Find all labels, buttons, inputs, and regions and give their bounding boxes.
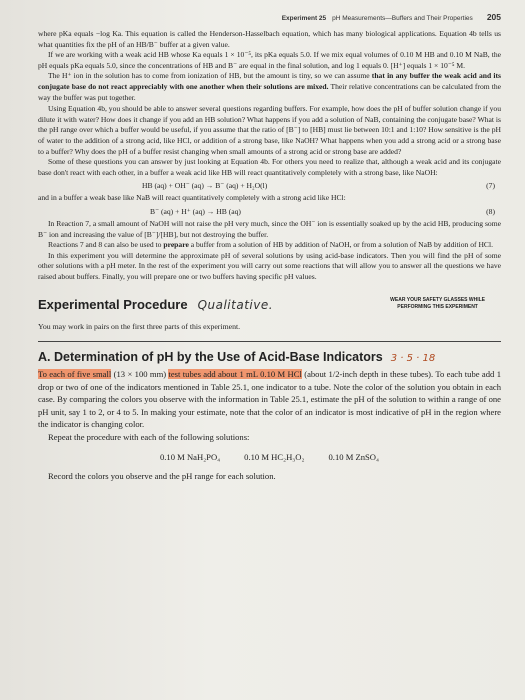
paragraph-4: Using Equation 4b, you should be able to answer several questions regarding buffers. For example, how does the pH of buffer solution change if you dilute it with water? How does it change if you add an HB solution? What happens if you add a solution of NaB, containing the conjugate base? What is the pH range over which a buffer would be useful, if you assume that the ratio of [B⁻] to [HB] must lie between 10:1 and 1:10? How sensitive is the pH of water to the addition of a strong acid, like HCl, or addition of a strong base, like NaOH? What happens when you add a strong acid or a strong base to a buffer? Why does the pH of a buffer resist changing when small amounts of a strong acid or strong base are added? <box>38 104 501 156</box>
paragraph-8-end: a buffer from a solution of HB by addition of NaOH, or from a solution of NaB by addition of HCl. <box>188 240 494 250</box>
safety-line-2: PERFORMING THIS EXPERIMENT <box>397 303 478 310</box>
section-a-body <box>38 368 501 444</box>
section-a-paragraph <box>38 368 501 431</box>
section-a-title: A. Determination of pH by the Use of Acid-Base Indicators <box>38 350 383 365</box>
procedure-title: Experimental Procedure <box>38 297 188 313</box>
paragraph-6: and in a buffer a weak base like NaB will react quantitatively completely with a strong acid like HCl: <box>38 193 346 203</box>
highlight-1: To each of five small <box>38 369 112 380</box>
solution-item: 0.10 M HC₂H₃O₂ <box>244 451 305 462</box>
procedure-heading-row <box>38 296 501 314</box>
equation-8-number: (8) <box>486 206 495 216</box>
paragraph-7: In Reaction 7, a small amount of NaOH will not raise the pH very much, since the OH⁻ ion is essentially soaked up by the acid HB, producing some B⁻ ion and increasing the value of [B⁻]/[HB], but not destroying the buffer. <box>38 218 501 239</box>
handwritten-note: Qualitative. <box>197 298 274 313</box>
highlight-2: test tubes add about 1 mL 0.10 M HCl <box>168 369 302 380</box>
paragraph-9: In this experiment you will determine the approximate pH of several solutions by using acid-base indicators. Then you will find the pH of some other solutions with a pH meter. In the rest of the experiment you will carry out some reactions that will allow you to answer all the questions we have raised about buffers. Finally, you will prepare one or two buffers having specific pH values. <box>38 250 501 281</box>
paragraph-3-emphasis: that in any buffer the weak acid and its conjugate base do not react appreciably with one another when their solutions are mixed. <box>38 71 502 91</box>
paragraph-1: where pKa equals −log Ka. This equation is called the Henderson-Hasselbach equation, which has many biological applications. Equation 4b tells us what quantities fix the pH of an HB/B⁻ buffer at a given value. <box>38 29 501 49</box>
paragraph-8-start: Reactions 7 and 8 can also be used to <box>48 240 164 250</box>
paragraph-5: Some of these questions you can answer by just looking at Equation 4b. For others you need to realize that, although a weak acid and its conjugate base don't react with each other, in a buffer a weak acid like HB will react quantitatively completely with a strong base, like NaOH: <box>38 157 501 177</box>
section-a-text-1: (13 × 100 mm) <box>111 369 169 380</box>
paragraph-8 <box>38 240 501 251</box>
solution-item: 0.10 M ZnSO₄ <box>328 451 380 462</box>
repeat-instruction: Repeat the procedure with each of the following solutions: <box>48 432 250 443</box>
section-a-text-2: (about 1/2-inch depth in these tubes). To each tube add 1 drop or two of one of the indicators mentioned in Table 25.1, one indicator to a tube. Note the color of the solution you obtain in each case. By comparing the colors you observe with the information in Table 25.1, estimate the pH of the solution to within a range of one pH unit, say 1 to 2, or 4 to 5. In making your estimate, note that the color of an indicator is most indicative of pH in the region where the indicator is changing color. <box>38 369 501 430</box>
equation-7 <box>38 181 501 190</box>
equation-7-number: (7) <box>486 181 495 191</box>
final-instruction: Record the colors you observe and the pH range for each solution. <box>48 470 276 481</box>
paragraph-8-emphasis: prepare <box>163 240 189 250</box>
equation-8-text: B⁻ (aq) + H⁺ (aq) → HB (aq) <box>150 206 241 216</box>
handwritten-date: 3 · 5 · 18 <box>390 353 436 365</box>
section-a-heading-row <box>38 350 501 364</box>
procedure-note: You may work in pairs on the first three parts of this experiment. <box>38 322 241 332</box>
safety-line-1: WEAR YOUR SAFETY GLASSES WHILE <box>390 297 485 304</box>
paragraph-3 <box>38 71 501 103</box>
page-number: 205 <box>486 12 501 22</box>
equation-7-text: HB (aq) + OH⁻ (aq) → B⁻ (aq) + H₂O(l) <box>142 181 268 191</box>
experiment-label: Experiment 25 <box>281 15 327 22</box>
safety-notice <box>390 297 485 310</box>
running-header <box>38 12 501 22</box>
solution-item: 0.10 M NaH₂PO₄ <box>159 451 221 462</box>
section-divider <box>38 341 501 342</box>
paragraph-3-end: Their relative concentrations can be calculated from the way the buffer was put together. <box>38 81 501 102</box>
solutions-list <box>38 452 501 462</box>
paragraph-3-start: The H⁺ ion in the solution has to come from ionization of HB, but the amount is tiny, so we can assume <box>48 71 372 81</box>
paragraph-2: If we are working with a weak acid HB whose Ka equals 1 × 10⁻⁵, its pKa equals 5.0. If we mix equal volumes of 0.10 M HB and 0.10 M NaB, the pH equals pKa equals 5.0, since the concentrations of HB and B⁻ are equal in the final solution, and log 1 equals 0. [H⁺] equals 1 × 10⁻⁵ M. <box>38 50 501 70</box>
header-title: pH Measurements—Buffers and Their Properties <box>332 15 473 22</box>
equation-8 <box>38 207 501 216</box>
